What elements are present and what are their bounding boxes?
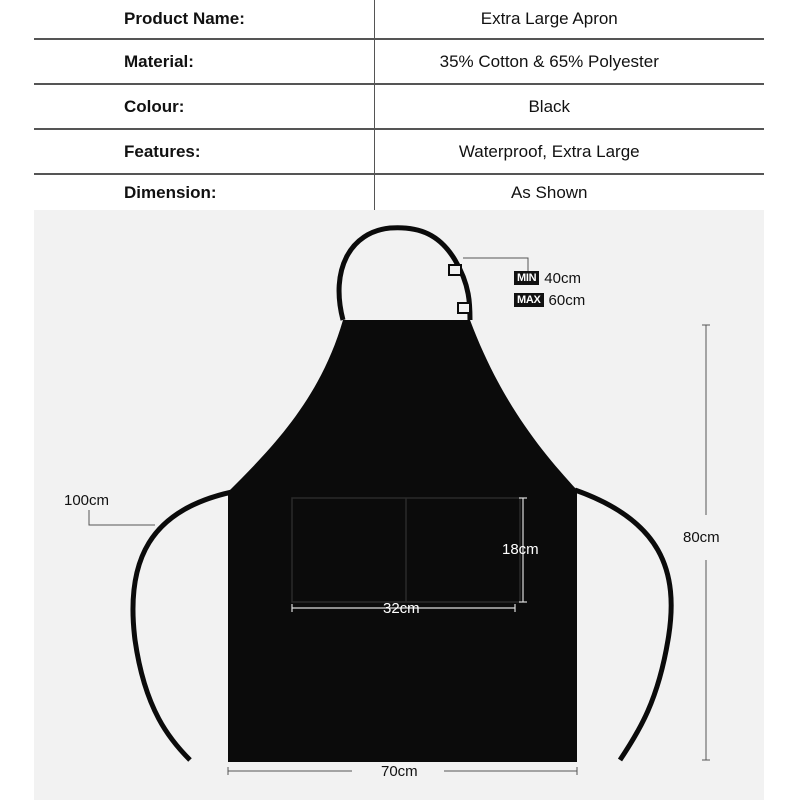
spec-value: As Shown [374, 174, 764, 212]
pocket-width-label: 32cm [383, 600, 420, 617]
spec-label: Product Name: [34, 0, 374, 39]
spec-label: Features: [34, 129, 374, 174]
length-label: 80cm [683, 529, 720, 546]
strap-buckle-bottom [458, 303, 470, 313]
width-label: 70cm [381, 763, 418, 780]
min-measurement [514, 270, 581, 287]
waist-tie-right [575, 490, 671, 760]
max-value: 60cm [548, 292, 586, 309]
spec-value: Extra Large Apron [374, 0, 764, 39]
max-measurement [514, 292, 585, 309]
waist-strap-label: 100cm [64, 492, 110, 509]
min-value: 40cm [544, 270, 581, 287]
pocket-height-label: 18cm [502, 541, 539, 558]
spec-value: 35% Cotton & 65% Polyester [374, 39, 764, 84]
spec-value: Black [374, 84, 764, 129]
max-tag: MAX [514, 293, 544, 307]
spec-label: Colour: [34, 84, 374, 129]
spec-label: Dimension: [34, 174, 374, 212]
strap-buckle-top [449, 265, 461, 275]
spec-label: Material: [34, 39, 374, 84]
spec-value: Waterproof, Extra Large [374, 129, 764, 174]
waist-leader-line [89, 510, 155, 525]
min-tag: MIN [514, 271, 539, 285]
waist-tie-left [133, 492, 232, 760]
